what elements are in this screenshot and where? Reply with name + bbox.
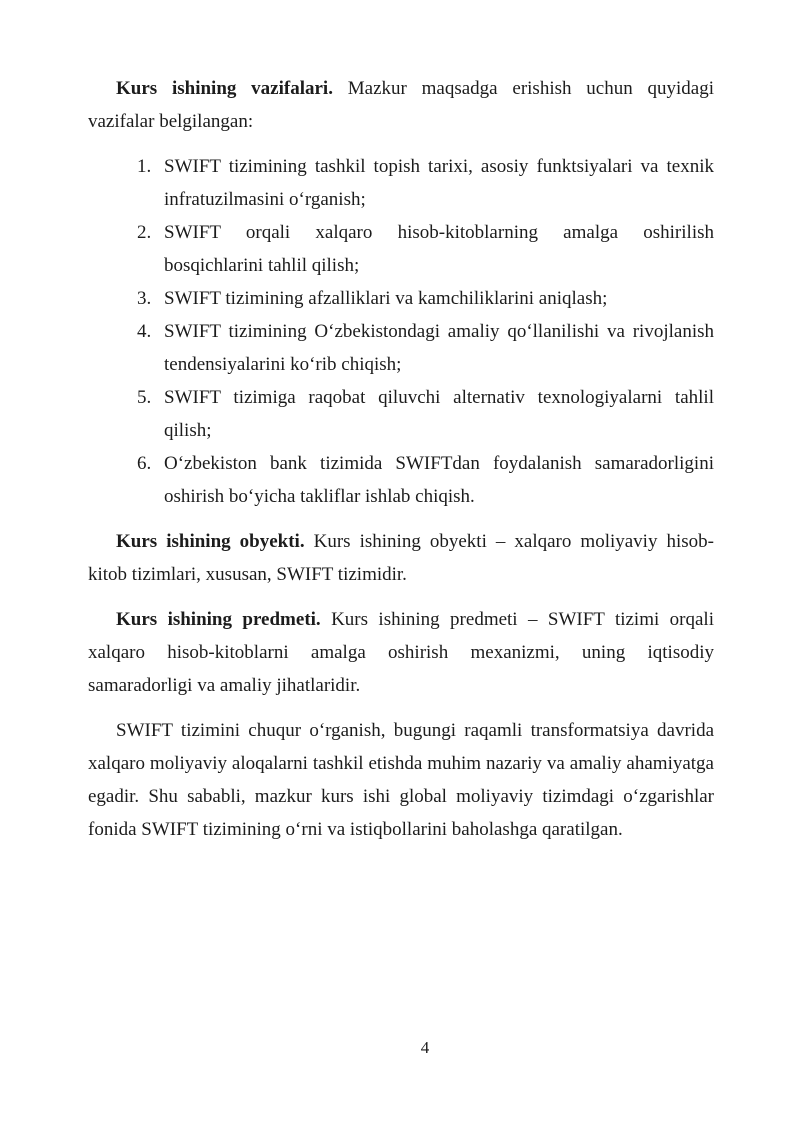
task-number: 5. [137, 387, 152, 408]
paragraph-subject-lead: Kurs ishining predmeti. [116, 609, 321, 630]
paragraph-tasks-intro [88, 72, 714, 138]
task-text: SWIFT tizimining tashkil topish tarixi, asosiy funktsiyalari va texnik infratuzilmasini o‘rganish; [164, 156, 714, 210]
task-number: 3. [137, 288, 152, 309]
task-list-item [137, 216, 714, 282]
task-text: SWIFT orqali xalqaro hisob-kitoblarning amalga oshirilish bosqichlarini tahlil qilish; [164, 222, 714, 276]
paragraph-object-rest: Kurs ishining obyekti – xalqaro moliyaviy hisob-kitob tizimlari, xususan, SWIFT tizimidir. [88, 531, 714, 585]
page-body [88, 72, 714, 858]
task-text: SWIFT tizimiga raqobat qiluvchi alternativ texnologiyalarni tahlil qilish; [164, 387, 714, 441]
task-list-item [137, 315, 714, 381]
task-number: 2. [137, 222, 152, 243]
paragraph-tasks-intro-lead: Kurs ishining vazifalari. [116, 78, 333, 99]
task-number: 1. [137, 156, 152, 177]
paragraph-subject-rest: Kurs ishining predmeti – SWIFT tizimi orqali xalqaro hisob-kitoblarni amalga oshirish mexanizmi, uning iqtisodiy samaradorligi va amaliy jihatlaridir. [88, 609, 714, 696]
task-list-item [137, 150, 714, 216]
task-list-item [137, 381, 714, 447]
task-number: 6. [137, 453, 152, 474]
task-list-item [137, 447, 714, 513]
task-number: 4. [137, 321, 152, 342]
task-list [88, 150, 714, 513]
task-text: SWIFT tizimining O‘zbekistondagi amaliy qo‘llanilishi va rivojlanish tendensiyalarini ko‘rib chiqish; [164, 321, 714, 375]
task-text: O‘zbekiston bank tizimida SWIFTdan foydalanish samaradorligini oshirish bo‘yicha takliflar ishlab chiqish. [164, 453, 714, 507]
task-text: SWIFT tizimining afzalliklari va kamchiliklarini aniqlash; [164, 288, 608, 309]
page-number: 4 [420, 1038, 430, 1057]
paragraph-tasks-intro-rest: Mazkur maqsadga erishish uchun quyidagi vazifalar belgilangan: [88, 78, 714, 132]
paragraph-object-lead: Kurs ishining obyekti. [116, 531, 305, 552]
paragraph-subject [88, 603, 714, 702]
paragraph-closing: SWIFT tizimini chuqur o‘rganish, bugungi raqamli transformatsiya davrida xalqaro moliyaviy aloqalarni tashkil etishda muhim nazariy va amaliy ahamiyatga egadir. Shu sababli, mazkur kurs ishi global moliyaviy tizimdagi o‘zgarishlar fonida SWIFT tizimining o‘rni va istiqbollarini baholashga qaratilgan. [88, 720, 714, 840]
paragraph-object [88, 525, 714, 591]
task-list-item [137, 282, 714, 315]
